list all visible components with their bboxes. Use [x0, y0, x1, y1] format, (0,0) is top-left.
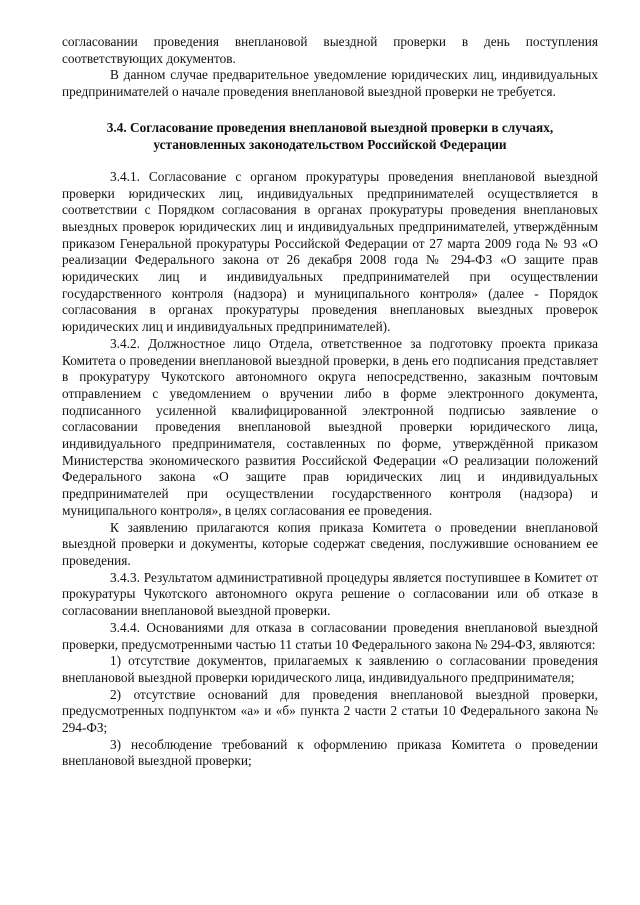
section-heading-line-1: 3.4. Согласование проведения внеплановой выездной проверки в случаях,: [106, 119, 554, 135]
list-item-1: 1) отсутствие документов, прилагаемых к заявлению о согласовании проведения внеплановой выездной проверки юридического лица, индивидуального предпринимателя;: [62, 653, 598, 685]
section-heading: [62, 119, 598, 153]
paragraph-3-4-2: 3.4.2. Должностное лицо Отдела, ответственное за подготовку проекта приказа Комитета о проведении внеплановой выездной проверки, в день его подписания представляет в прокуратуру Чукотского автономного округа непосредственно, заказным почтовым отправлением с уведомлением о вручении либо в форме электронного документа, подписанного усиленной квалифицированной электронной подписью заявление о согласовании проведения внеплановой выездной проверки юридического лица, индивидуального предпринимателя, составленных по форме, утверждённой приказом Министерства экономического развития Российской Федерации «О реализации положений Федерального закона «О защите прав юридических лиц и индивидуальных предпринимателей при осуществлении государственного контроля (надзора) и муниципального контроля», в целях согласования ее проведения.: [62, 335, 598, 518]
list-item-2: 2) отсутствие оснований для проведения внеплановой выездной проверки, предусмотренных подпунктом «а» и «б» пункта 2 части 2 статьи 10 Федерального закона № 294-ФЗ;: [62, 686, 598, 736]
paragraph-attachments: К заявлению прилагаются копия приказа Комитета о проведении внеплановой выездной проверки и документы, которые содержат сведения, послужившие основанием ее проведения.: [62, 519, 598, 568]
paragraph-3-4-3: 3.4.3. Результатом административной процедуры является поступившее в Комитет от прокуратуры Чукотского автономного округа решение о согласовании или об отказе в согласовании внеплановой выездной проверки.: [62, 569, 598, 619]
intro-paragraph-continuation: согласовании проведения внеплановой выездной проверки в день поступления соответствующих документов.: [62, 34, 598, 66]
paragraph-3-4-4: 3.4.4. Основаниями для отказа в согласовании проведения внеплановой выездной проверки, предусмотренными частью 11 статьи 10 Федерального закона № 294-ФЗ, являются:: [62, 619, 598, 652]
paragraph-3-4-1: 3.4.1. Согласование с органом прокуратуры проведения внеплановой выездной проверки юридических лиц, индивидуальных предпринимателей осуществляется в соответствии с Порядком согласования в органах прокуратуры проведения внеплановых выездных проверок юридических лиц и индивидуальных предпринимателей, утверждённым приказом Генеральной прокуратуры Российской Федерации от 27 марта 2009 года № 93 «О реализации Федерального закона от 26 декабря 2008 года № 294-ФЗ «О защите прав юридических лиц и индивидуальных предпринимателей при осуществлении государственного контроля (надзора) и муниципального контроля» (далее - Порядок согласования в органах прокуратуры проведения внеплановых выездных проверок юридических лиц и индивидуальных предпринимателей).: [62, 168, 598, 335]
intro-paragraph-note: В данном случае предварительное уведомление юридических лиц, индивидуальных предпринимателей о начале проведения внеплановой выездной проверки не требуется.: [62, 67, 598, 100]
section-heading-line-2: установленных законодательством Российской Федерации: [153, 136, 507, 152]
list-item-3: 3) несоблюдение требований к оформлению приказа Комитета о проведении внеплановой выездной проверки;: [62, 736, 598, 769]
